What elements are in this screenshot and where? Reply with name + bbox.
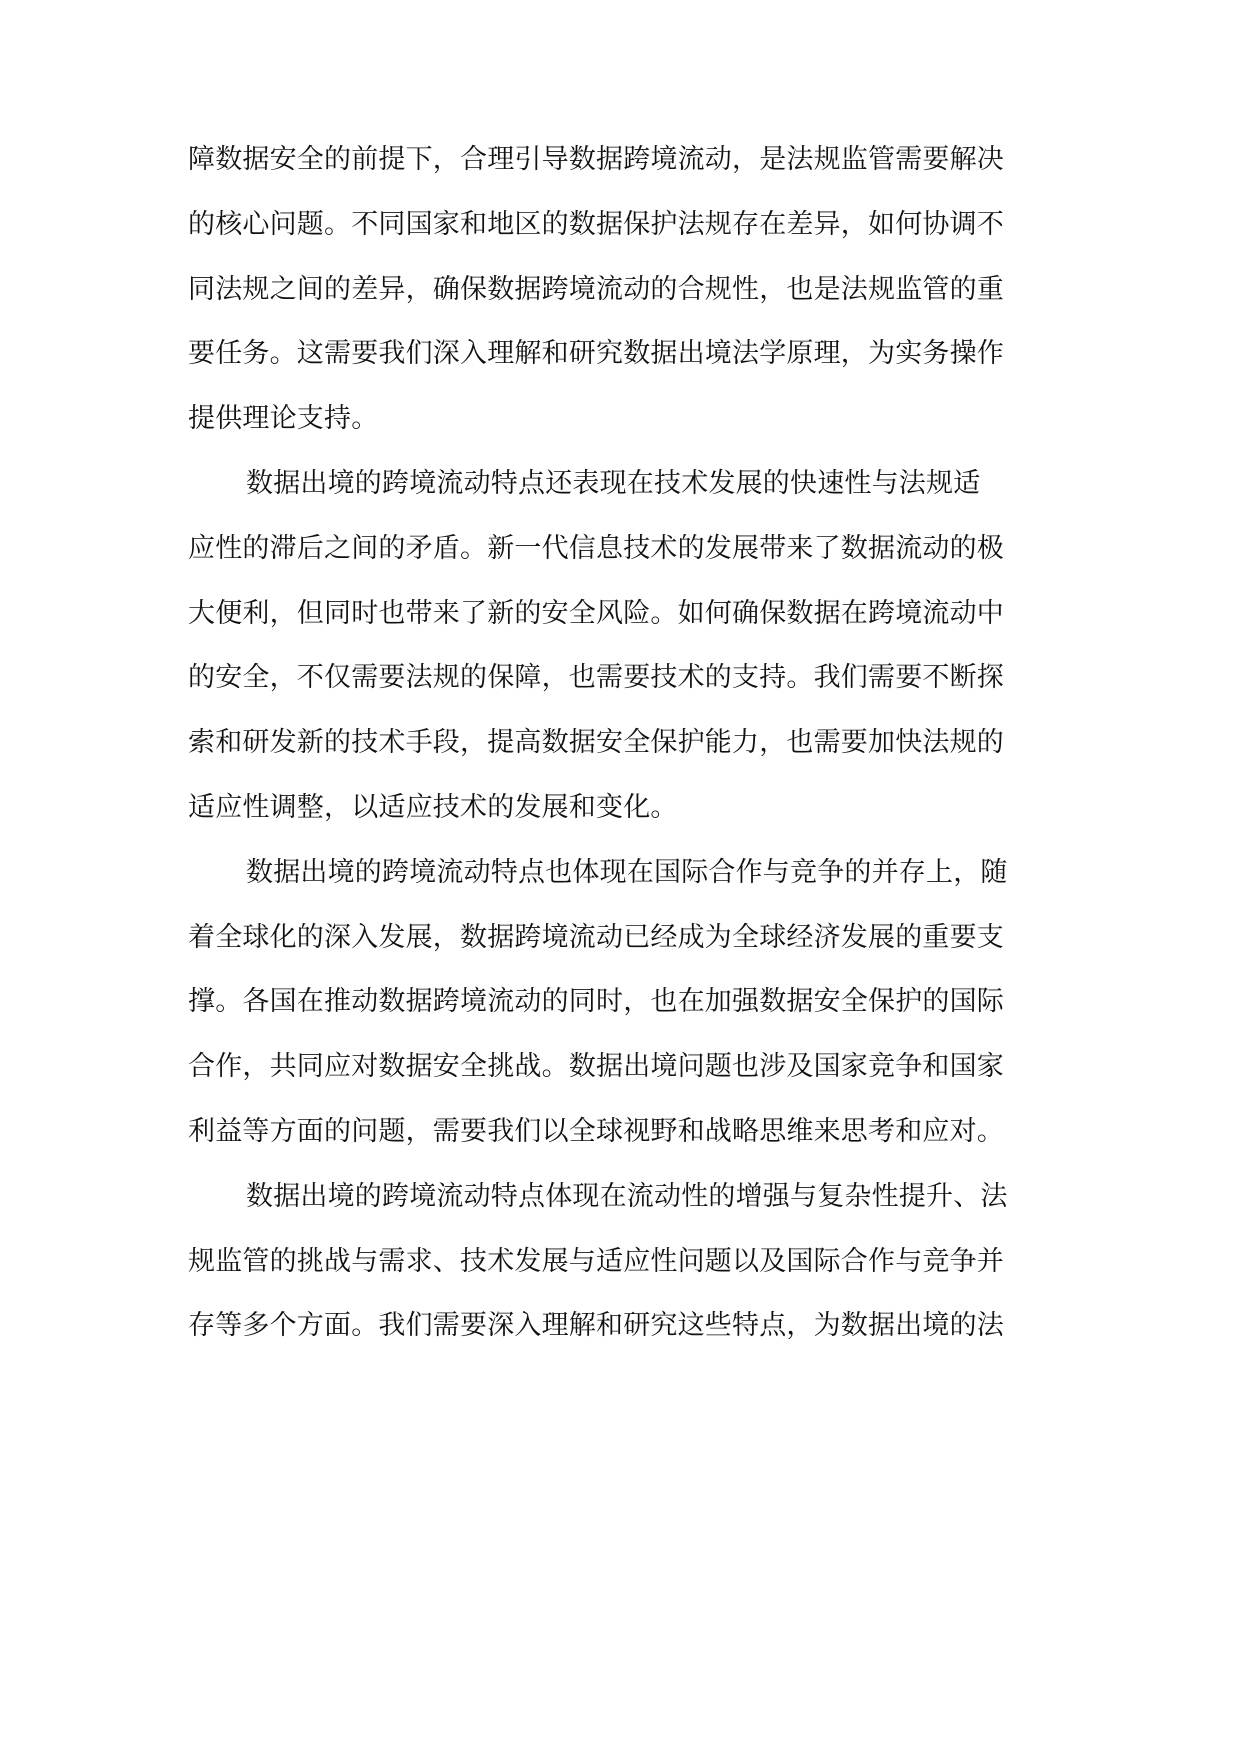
text-line-11: 适应性调整，以适应技术的发展和变化。 — [188, 791, 678, 823]
text-line-16: 利益等方面的问题，需要我们以全球视野和战略思维来思考和应对。 — [188, 1115, 1004, 1147]
text-line-7: 应性的滞后之间的矛盾。新一代信息技术的发展带来了数据流动的极 — [188, 532, 1004, 564]
text-line-19: 存等多个方面。我们需要深入理解和研究这些特点，为数据出境的法 — [188, 1310, 1004, 1342]
text-line-10: 索和研发新的技术手段，提高数据安全保护能力，也需要加快法规的 — [188, 727, 1004, 759]
text-line-18: 规监管的挑战与需求、技术发展与适应性问题以及国际合作与竞争并 — [188, 1245, 1004, 1277]
text-line-3: 同法规之间的差异，确保数据跨境流动的合规性，也是法规监管的重 — [188, 273, 1004, 305]
text-line-14: 撑。各国在推动数据跨境流动的同时，也在加强数据安全保护的国际 — [188, 986, 1004, 1018]
body-text — [188, 128, 1053, 1359]
text-line-4: 要任务。这需要我们深入理解和研究数据出境法学原理，为实务操作 — [188, 338, 1004, 370]
paragraph-start-line: 数据出境的跨境流动特点体现在流动性的增强与复杂性提升、法 — [246, 1180, 1008, 1212]
text-line-2: 的核心问题。不同国家和地区的数据保护法规存在差异，如何协调不 — [188, 208, 1004, 240]
text-line-5: 提供理论支持。 — [188, 403, 379, 435]
text-line-15: 合作，共同应对数据安全挑战。数据出境问题也涉及国家竞争和国家 — [188, 1051, 1004, 1083]
text-line-8: 大便利，但同时也带来了新的安全风险。如何确保数据在跨境流动中 — [188, 597, 1004, 629]
text-line-13: 着全球化的深入发展，数据跨境流动已经成为全球经济发展的重要支 — [188, 921, 1004, 953]
paragraph-start-line: 数据出境的跨境流动特点也体现在国际合作与竞争的并存上，随 — [246, 856, 1008, 888]
text-line-9: 的安全，不仅需要法规的保障，也需要技术的支持。我们需要不断探 — [188, 662, 1004, 694]
text-line-1: 障数据安全的前提下，合理引导数据跨境流动，是法规监管需要解决 — [188, 144, 1004, 175]
paragraph-start-line: 数据出境的跨境流动特点还表现在技术发展的快速性与法规适 — [246, 467, 981, 499]
